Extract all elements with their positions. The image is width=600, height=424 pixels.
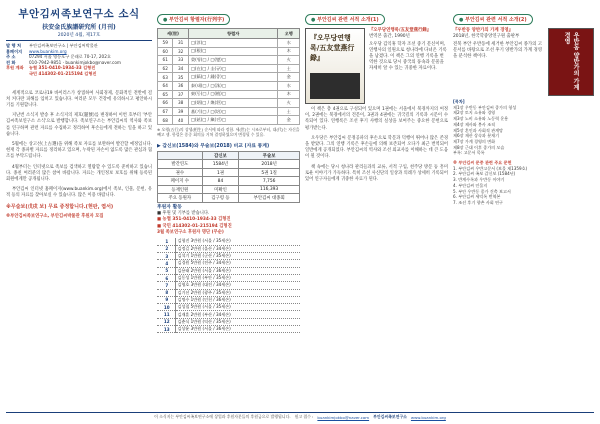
book1-cover-image: 『오무당연행록/五友堂燕行錄』 bbox=[305, 28, 365, 104]
table-row: 8 김기선 2만원 (광주 / 35세손) bbox=[157, 289, 300, 296]
footer-web-link[interactable]: www.buankim.org bbox=[410, 414, 446, 420]
list-item: 6. 부안김씨 세덕록 번역본 bbox=[453, 194, 501, 200]
related-docs: ※ 부안김씨 문중 관련 주요 문헌 1. 부안김씨 우반고문서 (보물 제1359호) 2. 부안김씨 족보 갑신보 (1584년) 3. 반계수록과 우반동 이야기 4. 부안김씨 인물지 5. 부안 우반동 종가 건축 보고서 6. 부안김씨 세덕록 번역본 7. 조선 후기 향촌 사회 연구 bbox=[453, 160, 594, 206]
page-subtitle: 扶安金氏族譜研究所 (月刊) bbox=[42, 24, 116, 31]
list-item: 2. 부안김씨 족보 갑신보 (1584년) bbox=[453, 171, 516, 177]
footer-email-link[interactable]: buankimjokbo@naver.com bbox=[317, 414, 370, 420]
list-item: 5. 부안 우반동 종가 건축 보고서 bbox=[453, 188, 511, 194]
table-row: 63 35 □(鎬)□ / 鍾(종)□ 金 bbox=[158, 73, 300, 82]
table-row: 3 김석기 1만원 (군산 / 35세손) bbox=[157, 253, 300, 260]
table-row: 등재인원 미확인 116,393 bbox=[158, 185, 300, 194]
list-item: 제4장 제사와 봉사 조직 bbox=[453, 121, 496, 127]
compare-table: 갑신보 무술보 발간연도 1584년 2018년 권수 1권 5권 1질 페이지 수 84 7,756 등재인원 미확인 116,393 주요 동원자 김구령 등 부안김씨 대종회 bbox=[157, 151, 300, 203]
book1-body: 이 책은 총 4권으로 구성되어 있으며 1권에는 서울에서 북경까지의 여정이, 2권에는 북경에서의 견문이, 3권과 4권에는 귀국길의 기록과 시문이 수록되어 있다. 연행록은 조선 후기 사행의 실상을 보여주는 중요한 문헌으로 평가받는다. 오우당은 부안김씨 문정공파의 후손으로 학문과 덕행이 뛰어나 많은 존경을 받았다. 그의 연행 기록은 후손들에 의해 보존되어 오다가 최근 번역되어 일반에게 공개되었다. 부안김씨의 역사와 조선 외교사를 이해하는 데 큰 도움이 될 것이다. 책 속에는 당시 청나라 관리들과의 교류, 서적 구입, 천주당 방문 등 흥미로운 이야기가 가득하다. 특히 조선 사신단의 일상과 의례가 상세히 기록되어 있어 연구자들에게 귀중한 사료가 된다. bbox=[305, 107, 448, 183]
table-row: 61 33 榮(영)□ / □(燮)□ 火 bbox=[158, 56, 300, 65]
table-row: 페이지 수 84 7,756 bbox=[158, 177, 300, 186]
table-row: 10 김성철 5만원 (서울 / 35세손) bbox=[157, 304, 300, 311]
account-nh: 농협 351-0410-1934-33 김형진 bbox=[29, 65, 96, 71]
table-row: 4 김경원 5만원 (전주 / 34세손) bbox=[157, 260, 300, 267]
book2-heading: ● 부안김씨 관련 서적 소개(2) bbox=[453, 14, 533, 25]
book1-header: 『오무당연행록/五友堂燕行錄』 『오무당연행록/五友堂燕行錄』 번역본 출간, 1990년 오우당 김익휴 학자 조선 중기 문신이며, 연행사의 일원으로 청나라에 다녀온 기록을 남겼다. 이 책은 그의 연행 기록을 번역한 것으로 당시 중국의 풍속과 문물을 자세히 알 수 있는 귀중한 자료이다. bbox=[305, 28, 448, 104]
compare-heading: ▶ 갑신보(1584)와 무술보(2018) 비교 (자료 통계) bbox=[157, 143, 270, 149]
sponsor-recruit-notice: ※부안김씨족보연구소, 부안김씨박물관 후원자 모집 bbox=[6, 213, 104, 219]
table-row: 2 김정길 2만원 (울산 / 34세손) bbox=[157, 245, 300, 252]
list-item: 부록: 고문서 목록 bbox=[453, 150, 485, 156]
footer: 이 소식지는 부안김씨족보연구소에 상업과 후원자분들의 후원금으로 발행됩니다. 원고 접수 : buankimjokbo@naver.com 부안김씨족보연구소 www.buankim.org bbox=[6, 412, 594, 421]
table-row: 발간연도 1584년 2018년 bbox=[158, 160, 300, 169]
book2-title: 『우반동 양반가의 가계 경영』 bbox=[453, 28, 514, 33]
table-row: 7 김영호 3만원 (대전 / 34세손) bbox=[157, 282, 300, 289]
column-2 bbox=[157, 6, 300, 333]
table-row: 65 37 東(동)□ / □(植)□ 木 bbox=[158, 90, 300, 99]
list-item: 제1장 우반동 부안김씨 종가의 형성 bbox=[453, 104, 517, 110]
table-row: 67 39 基(기)□ / □(培)□ 土 bbox=[158, 107, 300, 116]
intro-text: 세계적으로 코로나19 바이러스가 창궐하여 사회경제, 문화적인 전반에 걸쳐 커다란 피해를 입히고 있습니다. 여러분 모두 건강에 유의하시고 평안하시기를 기원합니다. 지난번 소식지 발송 후 소식지의 제호(題號)를 변경하여 이번 호부터 '부안김씨족보연구소 소식'으로 발행합니다. 족보연구소는 부안김씨의 역사와 족보를 연구하며 관련 자료를 수집하고 정리하여 후손들에게 전하는 일을 하고 있습니다. 5월에는 상고선(上古選)을 위해 족보 자료를 보완하여 발간할 예정입니다. 현재 각 종파별 자료를 정리하고 있으며, 누락된 자손이 없도록 많은 관심과 협조를 부탁드립니다. 4월부터는 인터넷으로 족보를 검색하고 열람할 수 있도록 준비하고 있습니다. 종친 여러분의 많은 참여 바랍니다. 자료는 개인정보 보호를 위해 등록된 회원에게만 공개됩니다. 부안김씨 인터넷 홈페이지(www.buankim.org)에서 족보, 인물, 문헌, 유적 등의 자료를 찾아보실 수 있습니다. 많은 이용 바랍니다. ※무술보(戊戌 보) 무료 증정합니다.(현판, 엽서) ※부안김씨족보연구소, 부안김씨박물관 후원자 모집 bbox=[6, 90, 152, 219]
book2-cover-image: 우반동 양반가의 가계 경영 bbox=[548, 28, 594, 96]
column-1 bbox=[6, 6, 152, 224]
table-row: 66 38 □(炳)□ / 煥(환)□ 火 bbox=[158, 99, 300, 108]
homepage-link[interactable]: www.buankim.org bbox=[29, 48, 67, 54]
list-item: 제2장 토지 소유와 경영 bbox=[453, 110, 496, 116]
list-item: 제7장 가계 경영의 변화 bbox=[453, 138, 496, 144]
table-row: 9 김명수 1만원 (인천 / 36세손) bbox=[157, 296, 300, 303]
issue-label: 2020년 4월, 제17호 bbox=[57, 33, 101, 38]
table-row: 59 31 □(淳)□ 水 bbox=[158, 39, 300, 48]
genealogy-notes: ※ 오행(五行)의 상생(相生) 순서에 따라 정함. 세(世)는 시조로부터, 대(代)는 자신을 빼고 셈. 항렬은 종중 회의를 거쳐 결정하였으며 변경될 수 있음. bbox=[157, 126, 300, 138]
list-item: 제3장 노비 소유와 노동력 운용 bbox=[453, 116, 509, 122]
list-item: 제5장 혼인과 사회적 관계망 bbox=[453, 127, 504, 133]
table-row: 주요 동원자 김구령 등 부안김씨 대종회 bbox=[158, 194, 300, 203]
list-item: 3. 반계수록과 우반동 이야기 bbox=[453, 177, 505, 183]
list-item: 7. 조선 후기 향촌 사회 연구 bbox=[453, 199, 503, 205]
table-row: 1 김형진 3만원 (서울 / 35세손) bbox=[157, 238, 300, 245]
list-item: 4. 부안김씨 인물지 bbox=[453, 182, 488, 188]
sponsor-list-title: 3월 족보연구소 후원자 명단 (무순) bbox=[157, 229, 224, 235]
book1-heading: ● 부안김씨 관련 서적 소개(1) bbox=[305, 14, 385, 25]
list-item: 1. 부안김씨 우반고문서 (보물 제1359호) bbox=[453, 165, 528, 171]
table-row: 5 김용태 2만원 (서울 / 36세손) bbox=[157, 267, 300, 274]
list-item: 제8장 근대 이후 종가의 모습 bbox=[453, 144, 505, 150]
table-row: 13 김상윤 3만원 (서울 / 36세손) bbox=[157, 326, 300, 333]
column-4 bbox=[453, 6, 594, 206]
book1-title: 『오무당연행록/五友堂燕行錄』 bbox=[369, 28, 432, 33]
table-row: 권수 1권 5권 1질 bbox=[158, 168, 300, 177]
genealogy-table: 세(世) 항렬자 오행 59 31 □(淳)□ 水 60 32 □(根)□ 木 61 33 榮(영)□ / □(燮)□ 火 62 34 □(在)□ / 圭(규)□ 土 63 35 □(鎬)□ / 鍾(종)□ 金 64 36 泰(태)□ / □(洙)□ 水 65 37 東(동)□ / □(植)□ 木 66 38 □(炳)□ / 煥(환)□ 火 67 39 基(기)□ / □(培)□ 土 68 40 □(鉉)□ / 鎭(진)□ 金 bbox=[157, 28, 300, 125]
page-title: 부안김씨족보연구소 소식 bbox=[18, 8, 140, 20]
account-kb: 국민 414302-01-215194 김형진 bbox=[29, 70, 97, 76]
table-row: 11 김재훈 2만원 (부산 / 34세손) bbox=[157, 311, 300, 318]
column-3 bbox=[305, 6, 448, 187]
masthead bbox=[6, 6, 152, 41]
table-row: 60 32 □(根)□ 木 bbox=[158, 47, 300, 56]
free-gift-notice: ※무술보(戊戌 보) 무료 증정합니다.(현판, 엽서) bbox=[6, 203, 114, 210]
sponsor-table bbox=[157, 238, 300, 333]
publisher-info: 발 행 처 부안김씨족보연구소 | 부안김씨박물관 홈페이지 www.buankim.org 주 소 07294 서울 영등포구 문래로 70-17, 202호 전 화 010-7942-9851 · buankimjokbo@naver.com 후원 계좌 농협 351-0410-1934-33 김형진 국민 414302-01-215194 김형진 bbox=[6, 43, 121, 76]
list-item: 제6장 재산 상속과 분재기 bbox=[453, 133, 500, 139]
sponsor-box: 후원자 활동 ■ 후원 및 기부를 받습니다. ■ 농협 351-0410-1934-33 김형진 ■ 국민 414302-01-215194 김형진 3월 족보연구소 후원자 명단 (무순) bbox=[157, 205, 300, 236]
table-row: 64 36 泰(태)□ / □(洙)□ 水 bbox=[158, 81, 300, 90]
table-row: 62 34 □(在)□ / 圭(규)□ 土 bbox=[158, 64, 300, 73]
book2-header: 『우반동 양반가의 가계 경영』 2018년, 한국학중앙연구원 출판부 전북 부안 우반동에 세거한 부안김씨 종가의 고문서를 바탕으로 조선 후기 양반가의 가계 경영을 분석한 책이다. 우반동 양반가의 가계 경영 bbox=[453, 28, 594, 96]
genealogy-heading: ● 부안김씨 항렬자(行列字) bbox=[157, 14, 230, 25]
table-row: 12 김춘식 1만원 (익산 / 35세손) bbox=[157, 318, 300, 325]
table-row: 68 40 □(鉉)□ / 鎭(진)□ 金 bbox=[158, 116, 300, 125]
table-row: 6 김동성 1만원 (부안 / 35세손) bbox=[157, 274, 300, 281]
book2-contents: [목차] 제1장 우반동 부안김씨 종가의 형성 제2장 토지 소유와 경영 제3장 노비 소유와 노동력 운용 제4장 제사와 봉사 조직 제5장 혼인과 사회적 관계망 제6장 재산 상속과 분재기 제7장 가계 경영의 변화 제8장 근대 이후 종가의 모습 부록: 고문서 목록 bbox=[453, 99, 594, 156]
